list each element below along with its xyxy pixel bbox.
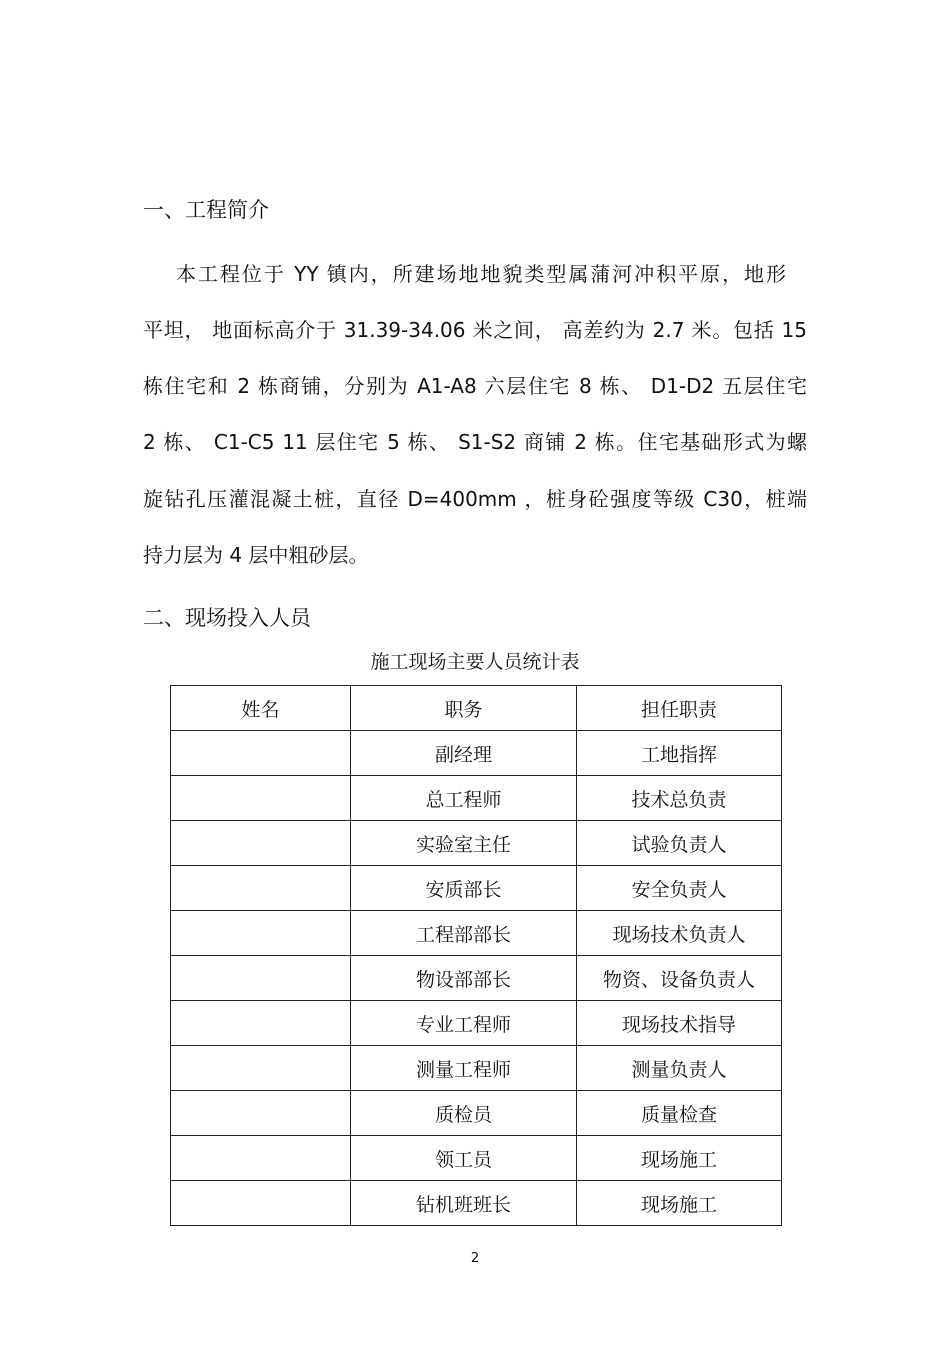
cell-position: 实验室主任	[351, 821, 577, 866]
section-heading-project-overview: 一、工程简介	[143, 198, 269, 222]
cell-position: 质检员	[351, 1091, 577, 1136]
section-heading-site-personnel: 二、现场投入人员	[143, 606, 311, 630]
table-header-row	[171, 686, 782, 731]
paragraph-line: 本工程位于 YY 镇内，所建场地地貌类型属蒲河冲积平原，地形	[176, 262, 786, 286]
table-row	[171, 1001, 782, 1046]
cell-name	[171, 956, 351, 1001]
table-row	[171, 1046, 782, 1091]
header-position: 职务	[351, 686, 577, 731]
cell-name	[171, 776, 351, 821]
paragraph-line: 2 栋、 C1-C5 11 层住宅 5 栋、 S1-S2 商铺 2 栋。住宅基础形式为螺	[143, 430, 807, 454]
table-row	[171, 821, 782, 866]
cell-responsibility: 质量检查	[577, 1091, 782, 1136]
cell-responsibility: 现场技术负责人	[577, 911, 782, 956]
cell-responsibility: 现场施工	[577, 1136, 782, 1181]
cell-name	[171, 1046, 351, 1091]
cell-name	[171, 1136, 351, 1181]
table-row	[171, 956, 782, 1001]
cell-responsibility: 试验负责人	[577, 821, 782, 866]
cell-position: 工程部部长	[351, 911, 577, 956]
cell-name	[171, 821, 351, 866]
cell-name	[171, 1001, 351, 1046]
cell-position: 专业工程师	[351, 1001, 577, 1046]
paragraph-line: 平坦， 地面标高介于 31.39-34.06 米之间， 高差约为 2.7 米。包括 15	[143, 318, 807, 342]
header-responsibility: 担任职责	[577, 686, 782, 731]
cell-name	[171, 1181, 351, 1226]
table-row	[171, 1181, 782, 1226]
cell-name	[171, 866, 351, 911]
header-name: 姓名	[171, 686, 351, 731]
paragraph-line: 栋住宅和 2 栋商铺，分别为 A1-A8 六层住宅 8 栋、 D1-D2 五层住宅	[143, 374, 807, 398]
cell-name	[171, 1091, 351, 1136]
table-caption: 施工现场主要人员统计表	[370, 651, 580, 673]
cell-responsibility: 物资、设备负责人	[577, 956, 782, 1001]
table-row	[171, 731, 782, 776]
cell-name	[171, 911, 351, 956]
table-row	[171, 1136, 782, 1181]
cell-position: 钻机班班长	[351, 1181, 577, 1226]
cell-responsibility: 现场施工	[577, 1181, 782, 1226]
cell-position: 物设部部长	[351, 956, 577, 1001]
cell-name	[171, 731, 351, 776]
cell-position: 安质部长	[351, 866, 577, 911]
cell-responsibility: 测量负责人	[577, 1046, 782, 1091]
page-number: 2	[470, 1251, 480, 1266]
table-row	[171, 911, 782, 956]
paragraph-line: 旋钻孔压灌混凝土桩，直径 D=400mm ，桩身砼强度等级 C30，桩端	[143, 487, 807, 511]
cell-position: 领工员	[351, 1136, 577, 1181]
cell-position: 副经理	[351, 731, 577, 776]
cell-position: 测量工程师	[351, 1046, 577, 1091]
personnel-table	[170, 685, 782, 1226]
cell-responsibility: 技术总负责	[577, 776, 782, 821]
cell-responsibility: 工地指挥	[577, 731, 782, 776]
table-row	[171, 866, 782, 911]
cell-responsibility: 现场技术指导	[577, 1001, 782, 1046]
cell-responsibility: 安全负责人	[577, 866, 782, 911]
cell-position: 总工程师	[351, 776, 577, 821]
table-row	[171, 1091, 782, 1136]
table-row	[171, 776, 782, 821]
paragraph-line: 持力层为 4 层中粗砂层。	[143, 543, 369, 567]
